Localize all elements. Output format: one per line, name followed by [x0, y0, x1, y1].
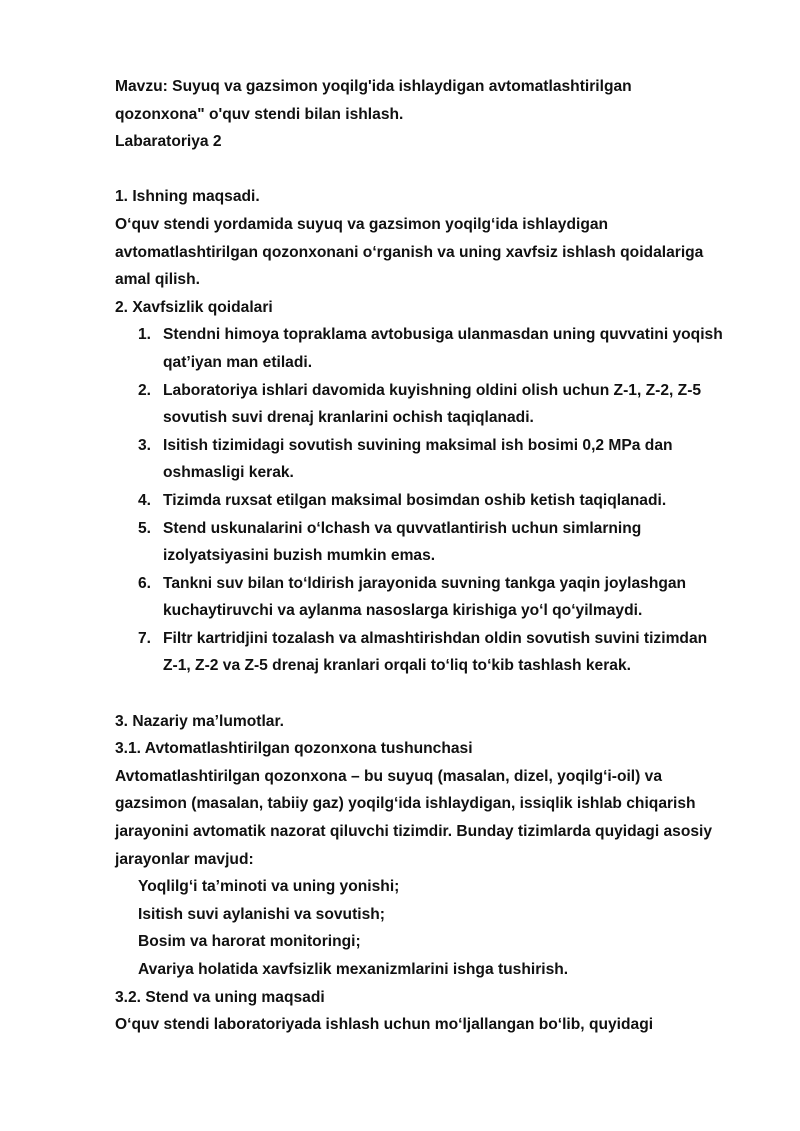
subsection-3-1-line: jarayonini avtomatik nazorat qiluvchi tizimdir. Bunday tizimlarda quyidagi asosiy [115, 823, 713, 841]
list-number: 3. [138, 436, 152, 454]
section1-line-2: avtomatlashtirilgan qozonxonani o‘rganish va uning xavfsiz ishlash qoidalariga [115, 243, 704, 261]
topic-line-2: qozonxona" o'quv stendi bilan ishlash. [115, 105, 404, 123]
list-item [115, 377, 755, 432]
list-item-line: Stend uskunalarini o‘lchash va quvvatlantirish uchun simlarning [163, 519, 642, 537]
list-number: 5. [138, 519, 152, 537]
list-item-line: oshmasligi kerak. [163, 464, 294, 482]
list-item-line: Laboratoriya ishlari davomida kuyishning oldini olish uchun Z-1, Z-2, Z-5 [163, 381, 702, 399]
list-item-line: Filtr kartridjini tozalash va almashtirishdan oldin sovutish suvini tizimdan [163, 629, 708, 647]
section3-heading: 3. Nazariy ma’lumotlar. [115, 712, 285, 730]
list-item-line: Stendni himoya topraklama avtobusiga ulanmasdan uning quvvatini yoqish [163, 326, 723, 344]
topic-line-1: Mavzu: Suyuq va gazsimon yoqilg'ida ishlaydigan avtomatlashtirilgan [115, 78, 632, 95]
subsection-3-1-line: Avtomatlashtirilgan qozonxona – bu suyuq (masalan, dizel, yoqilg‘i-oil) va [115, 767, 663, 785]
list-number: 7. [138, 629, 152, 647]
subsection-3-1-heading: 3.1. Avtomatlashtirilgan qozonxona tushunchasi [115, 740, 473, 758]
safety-rules-list [115, 321, 755, 680]
subsection-3-2-line: O‘quv stendi laboratoriyada ishlash uchun mo‘ljallangan bo‘lib, quyidagi [115, 1016, 654, 1034]
list-item-line: sovutish suvi drenaj kranlarini ochish taqiqlanadi. [163, 409, 534, 427]
document-body [115, 73, 755, 1039]
section1-line-3: amal qilish. [115, 271, 200, 289]
process-item: Bosim va harorat monitoringi; [138, 933, 361, 951]
subsection-3-1-line: gazsimon (masalan, tabiiy gaz) yoqilg‘ida ishlaydigan, issiqlik ishlab chiqarish [115, 795, 696, 813]
process-list [115, 873, 755, 983]
list-item [115, 432, 755, 487]
list-item [115, 625, 755, 680]
list-item-line: Tankni suv bilan to‘ldirish jarayonida suvning tankga yaqin joylashgan [163, 574, 687, 592]
list-item-line: izolyatsiyasini buzish mumkin emas. [163, 547, 436, 565]
list-number: 6. [138, 574, 152, 592]
subsection-3-2-heading: 3.2. Stend va uning maqsadi [115, 988, 325, 1006]
list-number: 2. [138, 381, 152, 399]
subsection-3-1-line: jarayonlar mavjud: [115, 850, 254, 868]
list-item [115, 515, 755, 570]
spacer [115, 156, 755, 184]
section1-heading: 1. Ishning maqsadi. [115, 188, 260, 206]
list-item [115, 487, 755, 515]
spacer [115, 680, 755, 708]
list-item-line: qat’iyan man etiladi. [163, 353, 313, 371]
list-item [115, 321, 755, 376]
section1-line-1: O‘quv stendi yordamida suyuq va gazsimon yoqilg‘ida ishlaydigan [115, 215, 609, 233]
process-item: Avariya holatida xavfsizlik mexanizmlarini ishga tushirish. [138, 961, 569, 978]
process-item: Yoqlilg‘i ta’minoti va uning yonishi; [138, 878, 400, 896]
section2-heading: 2. Xavfsizlik qoidalari [115, 298, 273, 316]
list-item-line: Z-1, Z-2 va Z-5 drenaj kranlari orqali to‘liq to‘kib tashlash kerak. [163, 657, 631, 675]
list-number: 1. [138, 326, 152, 344]
list-item-line: Tizimda ruxsat etilgan maksimal bosimdan oshib ketish taqiqlanadi. [163, 491, 667, 509]
list-item-line: Isitish tizimidagi sovutish suvining maksimal ish bosimi 0,2 MPa dan [163, 436, 673, 454]
process-item: Isitish suvi aylanishi va sovutish; [138, 905, 385, 923]
list-number: 4. [138, 491, 152, 509]
lab-title: Labaratoriya 2 [115, 133, 222, 151]
list-item-line: kuchaytiruvchi va aylanma nasoslarga kirishiga yo‘l qo‘yilmaydi. [163, 602, 643, 620]
list-item [115, 570, 755, 625]
